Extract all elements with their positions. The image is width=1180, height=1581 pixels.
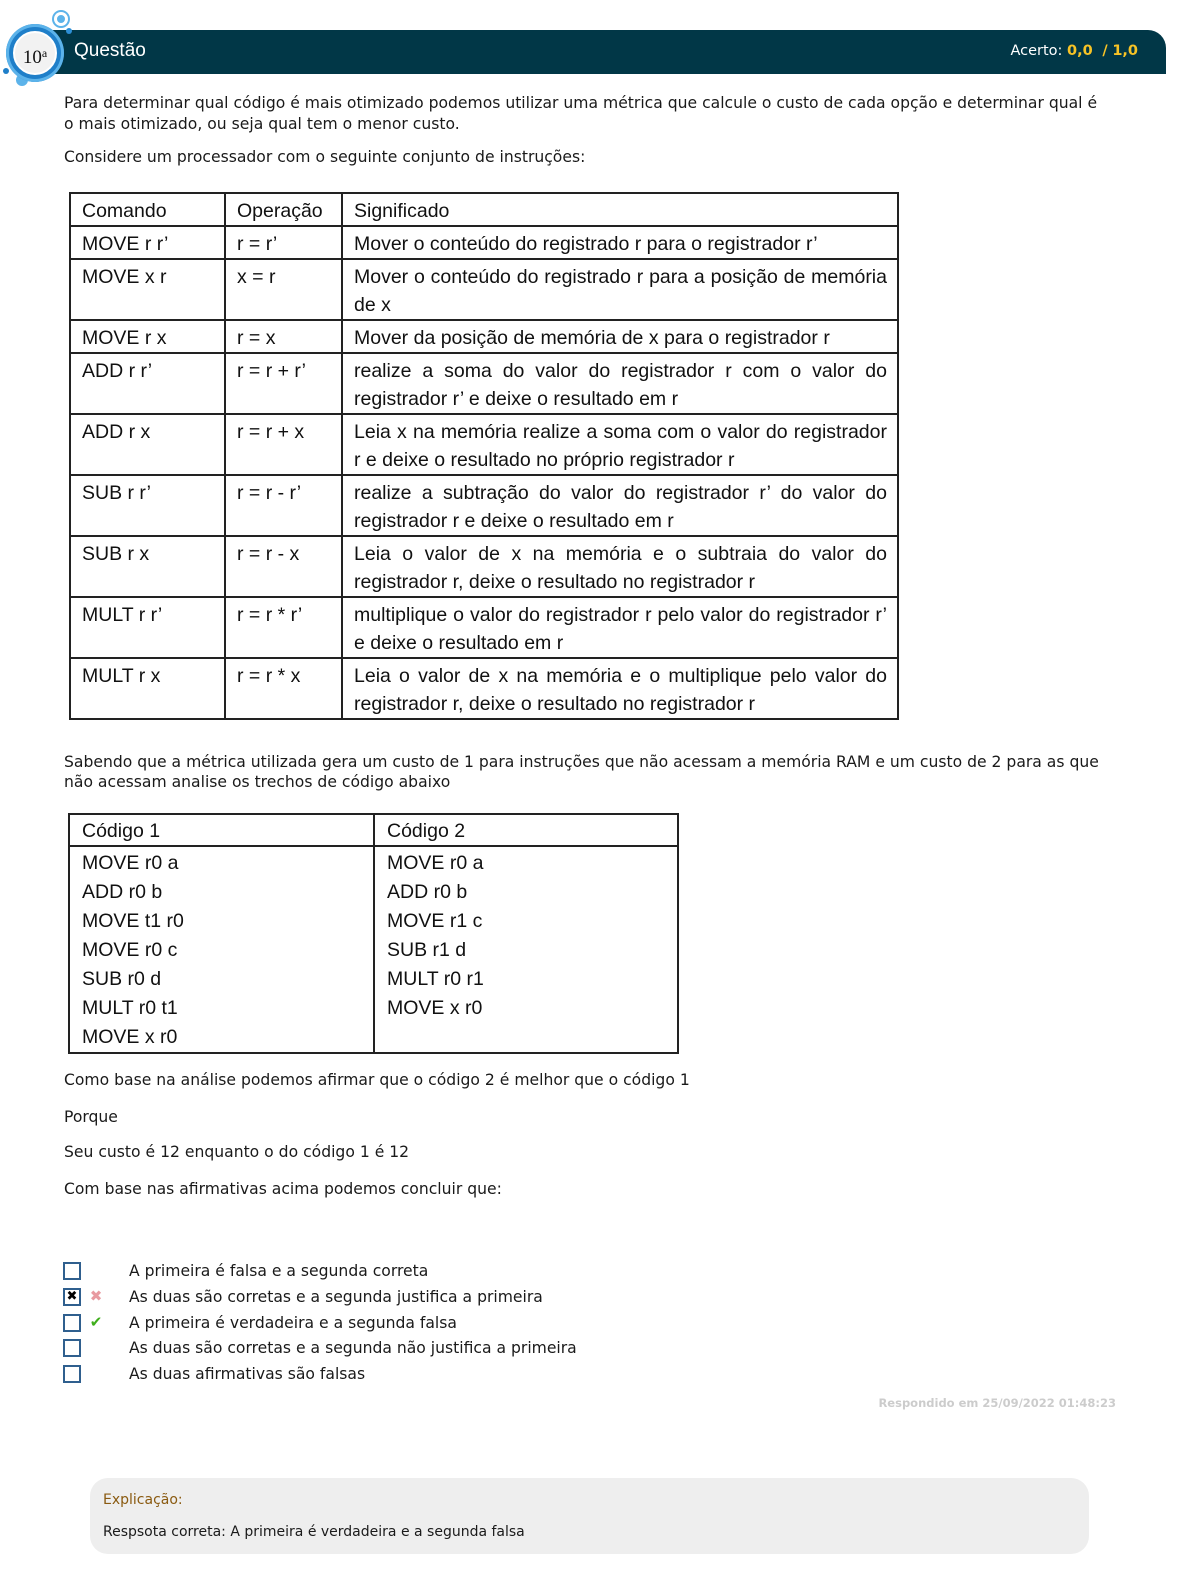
operation-cell: r = r - x bbox=[225, 536, 342, 597]
command-cell: MULT r x bbox=[70, 658, 225, 719]
code-line: SUB r1 d bbox=[387, 939, 467, 961]
command-cell: SUB r r’ bbox=[70, 475, 225, 536]
meaning-cell: Mover o conteúdo do registrado r para o registrador r’ bbox=[342, 226, 898, 259]
command-cell: MOVE r r’ bbox=[70, 226, 225, 259]
code-row bbox=[69, 846, 678, 1053]
operation-cell: r = r + r’ bbox=[225, 353, 342, 414]
option-checkbox[interactable] bbox=[63, 1262, 81, 1280]
bubble-decoration bbox=[3, 68, 9, 74]
operation-cell: r = r - r’ bbox=[225, 475, 342, 536]
table-row bbox=[70, 536, 898, 597]
operation-cell: r = x bbox=[225, 320, 342, 353]
code2-header: Código 2 bbox=[374, 814, 678, 846]
code-table bbox=[68, 813, 679, 1054]
operation-cell: r = r * r’ bbox=[225, 597, 342, 658]
conclude-text: Com base nas afirmativas acima podemos concluir que: bbox=[64, 1180, 502, 1198]
operation-cell: r = r * x bbox=[225, 658, 342, 719]
assertion-2: Seu custo é 12 enquanto o do código 1 é 12 bbox=[64, 1143, 410, 1161]
code-line: ADD r0 b bbox=[82, 881, 163, 903]
meaning-cell: Leia o valor de x na memória e o subtraia do valor do registrador r, deixe o resultado no registrador r bbox=[342, 536, 898, 597]
code-line: MOVE r0 a bbox=[82, 852, 179, 874]
table-header-row bbox=[70, 193, 898, 226]
question-number-badge bbox=[0, 12, 80, 86]
operation-cell: r = r’ bbox=[225, 226, 342, 259]
command-cell: ADD r x bbox=[70, 414, 225, 475]
bubble-decoration bbox=[54, 12, 68, 26]
code1-header: Código 1 bbox=[69, 814, 374, 846]
answered-timestamp: Respondido em 25/09/2022 01:48:23 bbox=[878, 1396, 1116, 1410]
table-row bbox=[70, 414, 898, 475]
code-header-row bbox=[69, 814, 678, 846]
code1-listing bbox=[69, 846, 374, 1053]
command-cell: MOVE r x bbox=[70, 320, 225, 353]
bubble-decoration bbox=[66, 28, 72, 34]
explanation-text: Respsota correta: A primeira é verdadeira e a segunda falsa bbox=[103, 1524, 525, 1540]
code-line: MOVE x r0 bbox=[82, 1026, 178, 1048]
instruction-table bbox=[69, 192, 899, 720]
option-checkbox[interactable] bbox=[63, 1365, 81, 1383]
header-cell: Comando bbox=[70, 193, 225, 226]
wrong-x-icon: ✖ bbox=[89, 1286, 103, 1305]
code-line: MULT r0 t1 bbox=[82, 997, 178, 1019]
meaning-cell: multiplique o valor do registrador r pelo valor do registrador r’ e deixe o resultado em r bbox=[342, 597, 898, 658]
option-label: As duas afirmativas são falsas bbox=[129, 1365, 366, 1384]
because-text: Porque bbox=[64, 1108, 118, 1126]
meaning-cell: Mover da posição de memória de x para o registrador r bbox=[342, 320, 898, 353]
code-line: ADD r0 b bbox=[387, 881, 468, 903]
code-line: MOVE r1 c bbox=[387, 910, 483, 932]
score bbox=[1010, 43, 1138, 59]
intro-text: Para determinar qual código é mais otimizado podemos utilizar uma métrica que calcule o custo de cada opção e determinar qual é o mais otimizado, ou seja qual tem o menor custo. bbox=[64, 94, 1098, 133]
code-line: SUB r0 d bbox=[82, 968, 162, 990]
consider-text: Considere um processador com o seguinte conjunto de instruções: bbox=[64, 148, 586, 166]
command-cell: MULT r r’ bbox=[70, 597, 225, 658]
option-label: As duas são corretas e a segunda não justifica a primeira bbox=[129, 1339, 577, 1358]
option-checkbox[interactable] bbox=[63, 1314, 81, 1332]
operation-cell: r = r + x bbox=[225, 414, 342, 475]
code-line: MULT r0 r1 bbox=[387, 968, 484, 990]
option-label: As duas são corretas e a segunda justifica a primeira bbox=[129, 1287, 543, 1306]
table-row bbox=[70, 320, 898, 353]
score-label: Acerto: bbox=[1010, 43, 1063, 59]
code-line: MOVE x r0 bbox=[387, 997, 483, 1019]
command-cell: SUB r x bbox=[70, 536, 225, 597]
table-row bbox=[70, 597, 898, 658]
header-cell: Operação bbox=[225, 193, 342, 226]
table-row bbox=[70, 353, 898, 414]
score-separator: / bbox=[1102, 43, 1108, 59]
assertion-1: Como base na análise podemos afirmar que o código 2 é melhor que o código 1 bbox=[64, 1071, 690, 1089]
metric-text: Sabendo que a métrica utilizada gera um custo de 1 para instruções que não acessam a memória RAM e um custo de 2 para as que não acessam analise os trechos de código abaixo bbox=[64, 753, 1099, 791]
explanation-box bbox=[90, 1478, 1089, 1554]
meaning-cell: realize a subtração do valor do registrador r’ do valor do registrador r e deixe o resultado em r bbox=[342, 475, 898, 536]
code-line: MOVE r0 c bbox=[82, 939, 178, 961]
option-label: A primeira é falsa e a segunda correta bbox=[129, 1262, 429, 1280]
meaning-cell: Leia o valor de x na memória e o multiplique pelo valor do registrador r, deixe o resultado no registrador r bbox=[342, 658, 898, 719]
code2-listing bbox=[374, 846, 678, 1053]
score-max: 1,0 bbox=[1112, 43, 1138, 59]
command-cell: ADD r r’ bbox=[70, 353, 225, 414]
code-line: MOVE t1 r0 bbox=[82, 910, 184, 932]
meaning-cell: realize a soma do valor do registrador r com o valor do registrador r’ e deixe o resultado em r bbox=[342, 353, 898, 414]
question-title: Questão bbox=[74, 40, 146, 61]
question-number: 10$^a$ bbox=[13, 31, 57, 75]
option-checkbox-checked[interactable]: ✖ bbox=[63, 1288, 81, 1306]
question-header bbox=[36, 30, 1166, 74]
option-label: A primeira é verdadeira e a segunda falsa bbox=[129, 1313, 457, 1332]
command-cell: MOVE x r bbox=[70, 259, 225, 320]
correct-check-icon: ✔ bbox=[89, 1312, 103, 1331]
table-row bbox=[70, 475, 898, 536]
score-value: 0,0 bbox=[1067, 43, 1093, 59]
code-line: MOVE r0 a bbox=[387, 852, 484, 874]
option-checkbox[interactable] bbox=[63, 1339, 81, 1357]
meaning-cell: Leia x na memória realize a soma com o valor do registrador r e deixe o resultado no próprio registrador r bbox=[342, 414, 898, 475]
meaning-cell: Mover o conteúdo do registrado r para a posição de memória de x bbox=[342, 259, 898, 320]
table-row bbox=[70, 259, 898, 320]
operation-cell: x = r bbox=[225, 259, 342, 320]
table-row bbox=[70, 658, 898, 719]
explanation-title: Explicação: bbox=[103, 1492, 183, 1508]
table-row bbox=[70, 226, 898, 259]
header-cell: Significado bbox=[342, 193, 898, 226]
